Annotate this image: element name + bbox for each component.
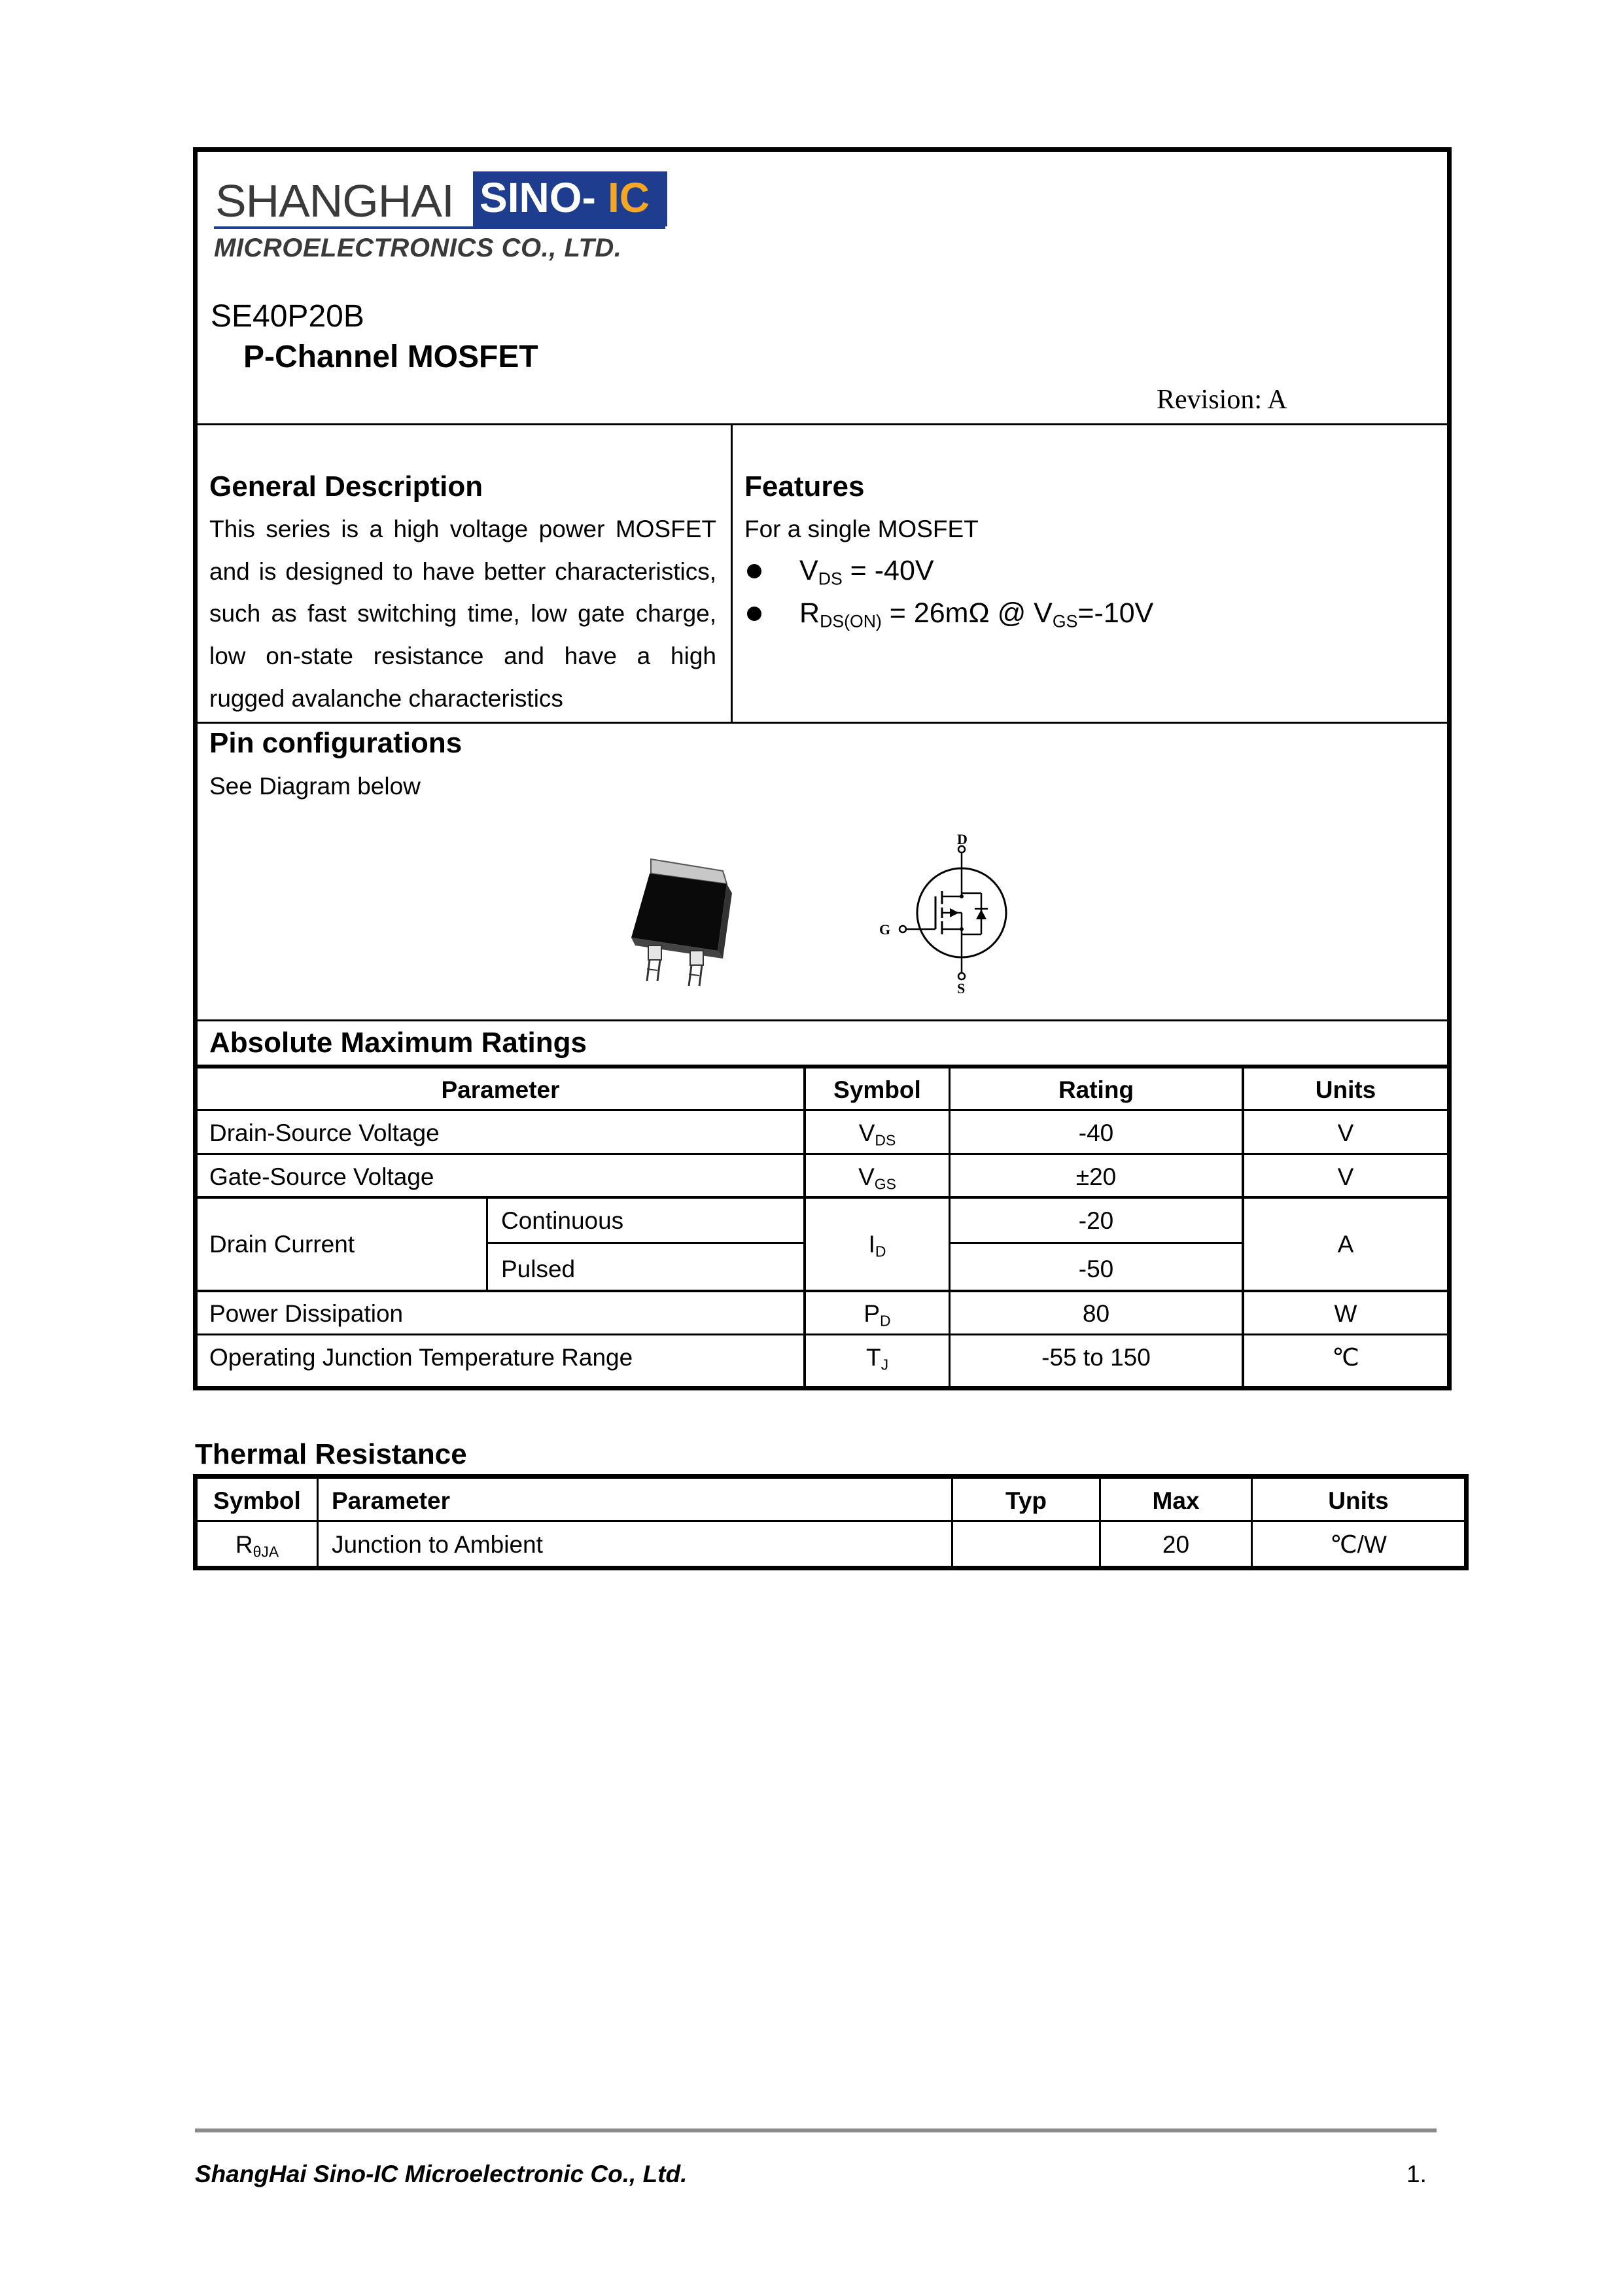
abs-max-r5-param: Operating Junction Temperature Range [209, 1344, 633, 1371]
pin-label-d: D [957, 831, 968, 847]
thermal-col-line [317, 1479, 319, 1566]
thermal-header-parameter: Parameter [332, 1487, 451, 1514]
abs-max-col-line [1242, 1067, 1244, 1387]
abs-max-r2-param: Gate-Source Voltage [209, 1163, 434, 1190]
main-box-left [193, 147, 198, 1390]
divider-absmax-title [198, 1065, 1447, 1069]
abs-max-r1-unit: V [1337, 1120, 1354, 1146]
abs-max-r2-symbol-sub: GS [874, 1175, 896, 1193]
abs-max-r3-rating-continuous: -20 [1078, 1207, 1114, 1234]
general-description-line-3: such as fast switching time, low gate charge, [209, 600, 716, 627]
abs-max-r5-unit: ℃ [1332, 1344, 1359, 1371]
general-description-line-1: This series is a high voltage power MOSFET [209, 516, 716, 542]
footer-company: ShangHai Sino-IC Microelectronic Co., Ltd. [195, 2161, 688, 2187]
abs-max-r4-rating: 80 [1082, 1300, 1110, 1327]
feature-vds [799, 557, 934, 588]
abs-max-row-line-partial [486, 1242, 805, 1244]
pin-config-note: See Diagram below [209, 773, 421, 800]
abs-max-r3-symbol-sub: D [875, 1243, 886, 1260]
feature-rdson-condition: =-10V [1077, 597, 1154, 629]
thermal-r1-symbol [198, 1532, 317, 1559]
pin-config-title: Pin configurations [209, 727, 462, 759]
abs-max-r3-symbol [806, 1232, 949, 1259]
bullet-icon [747, 607, 761, 621]
abs-max-header-units: Units [1315, 1076, 1376, 1103]
main-box-right [1447, 147, 1452, 1390]
features-title: Features [744, 470, 865, 503]
footer-page-number: 1. [1406, 2161, 1427, 2187]
feature-vds-symbol: V [799, 555, 818, 586]
thermal-header-symbol: Symbol [213, 1487, 301, 1514]
main-box-top [193, 147, 1452, 152]
abs-max-r5-symbol-sub: J [881, 1356, 889, 1373]
abs-max-r3-unit: A [1337, 1231, 1354, 1258]
abs-max-r1-param: Drain-Source Voltage [209, 1120, 440, 1146]
abs-max-r4-symbol [806, 1301, 949, 1328]
abs-max-r5-symbol [806, 1345, 949, 1372]
abs-max-r4-param: Power Dissipation [209, 1300, 404, 1327]
abs-max-r4-unit: W [1334, 1300, 1357, 1327]
bullet-icon [747, 564, 761, 578]
logo-badge-text-a: SINO- [480, 174, 596, 221]
abs-max-row-line [198, 1153, 1447, 1155]
thermal-row-line [198, 1520, 1464, 1522]
thermal-title: Thermal Resistance [195, 1438, 467, 1470]
logo-badge-text-b: IC [608, 174, 650, 221]
abs-max-r3-sub-pulsed: Pulsed [501, 1256, 576, 1282]
abs-max-r2-symbol [806, 1165, 949, 1192]
abs-max-r2-rating: ±20 [1075, 1163, 1117, 1190]
logo-rule [214, 226, 665, 229]
abs-max-r2-symbol-main: V [858, 1163, 875, 1190]
abs-max-r1-symbol-main: V [858, 1120, 875, 1146]
feature-rdson-subscript-gs: GS [1052, 611, 1078, 631]
general-description-line-5: rugged avalanche characteristics [209, 685, 563, 712]
thermal-r1-param: Junction to Ambient [332, 1531, 543, 1558]
abs-max-row-line [198, 1290, 1447, 1292]
device-type-title: P-Channel MOSFET [243, 340, 538, 374]
main-box-bottom [193, 1386, 1452, 1390]
abs-max-row-line [198, 1109, 1447, 1111]
pin-label-g: G [879, 921, 891, 938]
abs-max-header-parameter: Parameter [441, 1076, 560, 1103]
logo-badge [473, 171, 667, 226]
abs-max-r3-param: Drain Current [209, 1231, 355, 1258]
general-description-title: General Description [209, 470, 483, 503]
abs-max-r3-rating-pulsed: -50 [1078, 1256, 1114, 1282]
revision-label: Revision: A [1157, 385, 1287, 415]
abs-max-r4-symbol-main: P [864, 1300, 881, 1327]
abs-max-col-line [486, 1197, 488, 1291]
feature-rdson-symbol: R [799, 597, 820, 629]
abs-max-r1-symbol-sub: DS [875, 1131, 896, 1149]
general-description-line-2: and is designed to have better characteristics, [209, 558, 716, 585]
abs-max-col-line [803, 1067, 806, 1387]
feature-rdson [799, 599, 1153, 630]
thermal-box-left [193, 1474, 198, 1570]
abs-max-row-line [198, 1333, 1447, 1335]
to252-package-icon [625, 854, 742, 991]
thermal-r1-max: 20 [1162, 1531, 1190, 1558]
part-number: SE40P20B [211, 299, 364, 334]
thermal-box-bottom [193, 1566, 1469, 1570]
divider-description-vertical [731, 423, 733, 723]
thermal-r1-symbol-sub: θJA [253, 1543, 279, 1561]
features-intro: For a single MOSFET [744, 516, 979, 542]
feature-vds-value: = -40V [842, 555, 934, 586]
abs-max-r3-symbol-main: I [868, 1231, 875, 1258]
divider-description [198, 722, 1447, 724]
abs-max-row-line-partial [949, 1242, 1243, 1244]
thermal-r1-unit: ℃/W [1330, 1531, 1387, 1558]
logo-text-main: SHANGHAI [215, 175, 454, 226]
abs-max-r4-symbol-sub: D [880, 1312, 891, 1330]
footer-rule [195, 2128, 1437, 2132]
feature-rdson-subscript: DS(ON) [820, 611, 882, 631]
thermal-r1-symbol-main: R [235, 1531, 253, 1558]
pin-label-s: S [957, 980, 966, 995]
abs-max-r3-sub-continuous: Continuous [501, 1207, 624, 1234]
feature-vds-subscript: DS [818, 569, 843, 589]
divider-header [198, 423, 1447, 425]
divider-pins [198, 1019, 1447, 1021]
thermal-header-typ: Typ [1005, 1487, 1047, 1514]
abs-max-r5-symbol-main: T [865, 1344, 881, 1371]
company-logo [213, 171, 671, 263]
thermal-box-top [193, 1474, 1469, 1479]
abs-max-r1-symbol [806, 1121, 949, 1148]
abs-max-title: Absolute Maximum Ratings [209, 1027, 587, 1059]
logo-text-sub: MICROELECTRONICS CO., LTD. [214, 234, 622, 262]
thermal-header-units: Units [1328, 1487, 1389, 1514]
thermal-header-max: Max [1152, 1487, 1200, 1514]
feature-rdson-value: = 26mΩ @ V [881, 597, 1053, 629]
thermal-box-right [1464, 1474, 1469, 1570]
abs-max-r1-rating: -40 [1078, 1120, 1114, 1146]
abs-max-r2-unit: V [1337, 1163, 1354, 1190]
abs-max-header-rating: Rating [1058, 1076, 1134, 1103]
abs-max-header-symbol: Symbol [833, 1076, 921, 1103]
abs-max-r5-rating: -55 to 150 [1041, 1344, 1151, 1371]
general-description-line-4: low on-state resistance and have a high [209, 643, 716, 669]
abs-max-row-line [198, 1196, 1447, 1199]
p-channel-mosfet-symbol [870, 831, 1027, 995]
